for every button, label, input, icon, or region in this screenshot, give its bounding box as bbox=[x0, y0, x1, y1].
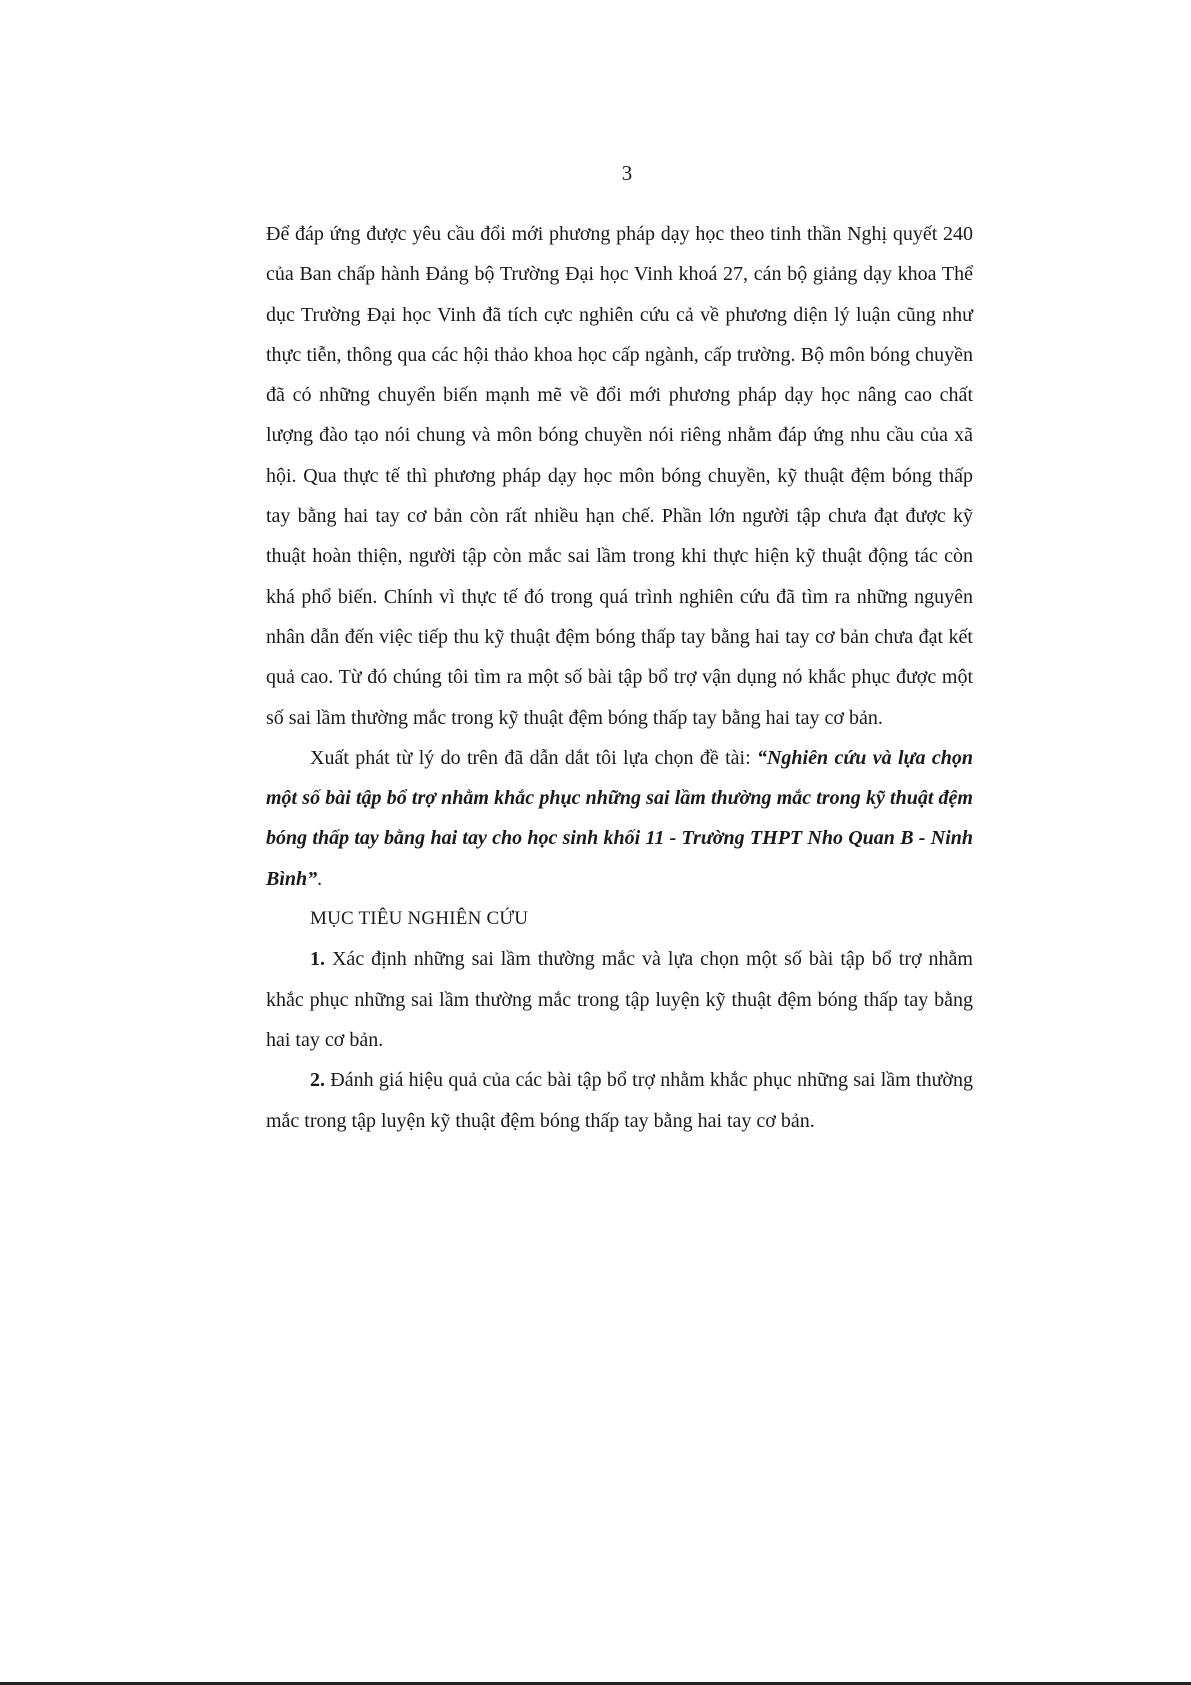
objective-text: Đánh giá hiệu quả của các bài tập bổ trợ nhằm khắc phục những sai lầm thường mắc trong tập luyện kỹ thuật đệm bóng thấp tay bằng hai tay cơ bản. bbox=[266, 1069, 973, 1132]
section-heading: MỤC TIÊU NGHIÊN CỨU bbox=[310, 908, 529, 930]
objective-text: Xác định những sai lầm thường mắc và lựa chọn một số bài tập bổ trợ nhằm khắc phục những sai lầm thường mắc trong tập luyện kỹ thuật đệm bóng thấp tay bằng hai tay cơ bản. bbox=[266, 948, 973, 1051]
topic-end-punctuation: . bbox=[317, 867, 323, 890]
document-body bbox=[266, 214, 973, 1141]
topic-title: “Nghiên cứu và lựa chọn một số bài tập bổ trợ nhằm khắc phục những sai lầm thường mắc trong kỹ thuật đệm bóng thấp tay bằng hai tay cho học sinh khối 11 - Trường THPT Nho Quan B - Ninh Bình” bbox=[266, 746, 973, 890]
objective-item bbox=[266, 1060, 973, 1141]
objective-number: 2. bbox=[310, 1069, 325, 1092]
topic-lead-text: Xuất phát từ lý do trên đã dẫn dắt tôi lựa chọn đề tài: bbox=[310, 746, 757, 769]
objective-item bbox=[266, 939, 973, 1060]
paragraph-rationale: Để đáp ứng được yêu cầu đổi mới phương pháp dạy học theo tinh thần Nghị quyết 240 của Ban chấp hành Đảng bộ Trường Đại học Vinh khoá 27, cán bộ giảng dạy khoa Thể dục Trường Đại học Vinh đã tích cực nghiên cứu cả về phương diện lý luận cũng như thực tiễn, thông qua các hội thảo khoa học cấp ngành, cấp trường. Bộ môn bóng chuyền đã có những chuyển biến mạnh mẽ về đổi mới phương pháp dạy học nâng cao chất lượng đào tạo nói chung và môn bóng chuyền nói riêng nhằm đáp ứng nhu cầu của xã hội. Qua thực tế thì phương pháp dạy học môn bóng chuyền, kỹ thuật đệm bóng thấp tay bằng hai tay cơ bản còn rất nhiều hạn chế. Phần lớn người tập chưa đạt được kỹ thuật hoàn thiện, người tập còn mắc sai lầm trong khi thực hiện kỹ thuật động tác còn khá phổ biến. Chính vì thực tế đó trong quá trình nghiên cứu đã tìm ra những nguyên nhân dẫn đến việc tiếp thu kỹ thuật đệm bóng thấp tay bằng hai tay cơ bản chưa đạt kết quả cao. Từ đó chúng tôi tìm ra một số bài tập bổ trợ vận dụng nó khắc phục được một số sai lầm thường mắc trong kỹ thuật đệm bóng thấp tay bằng hai tay cơ bản. bbox=[266, 223, 973, 729]
page-number: 3 bbox=[621, 161, 633, 185]
paragraph-topic bbox=[266, 738, 973, 899]
objective-number: 1. bbox=[310, 948, 325, 971]
